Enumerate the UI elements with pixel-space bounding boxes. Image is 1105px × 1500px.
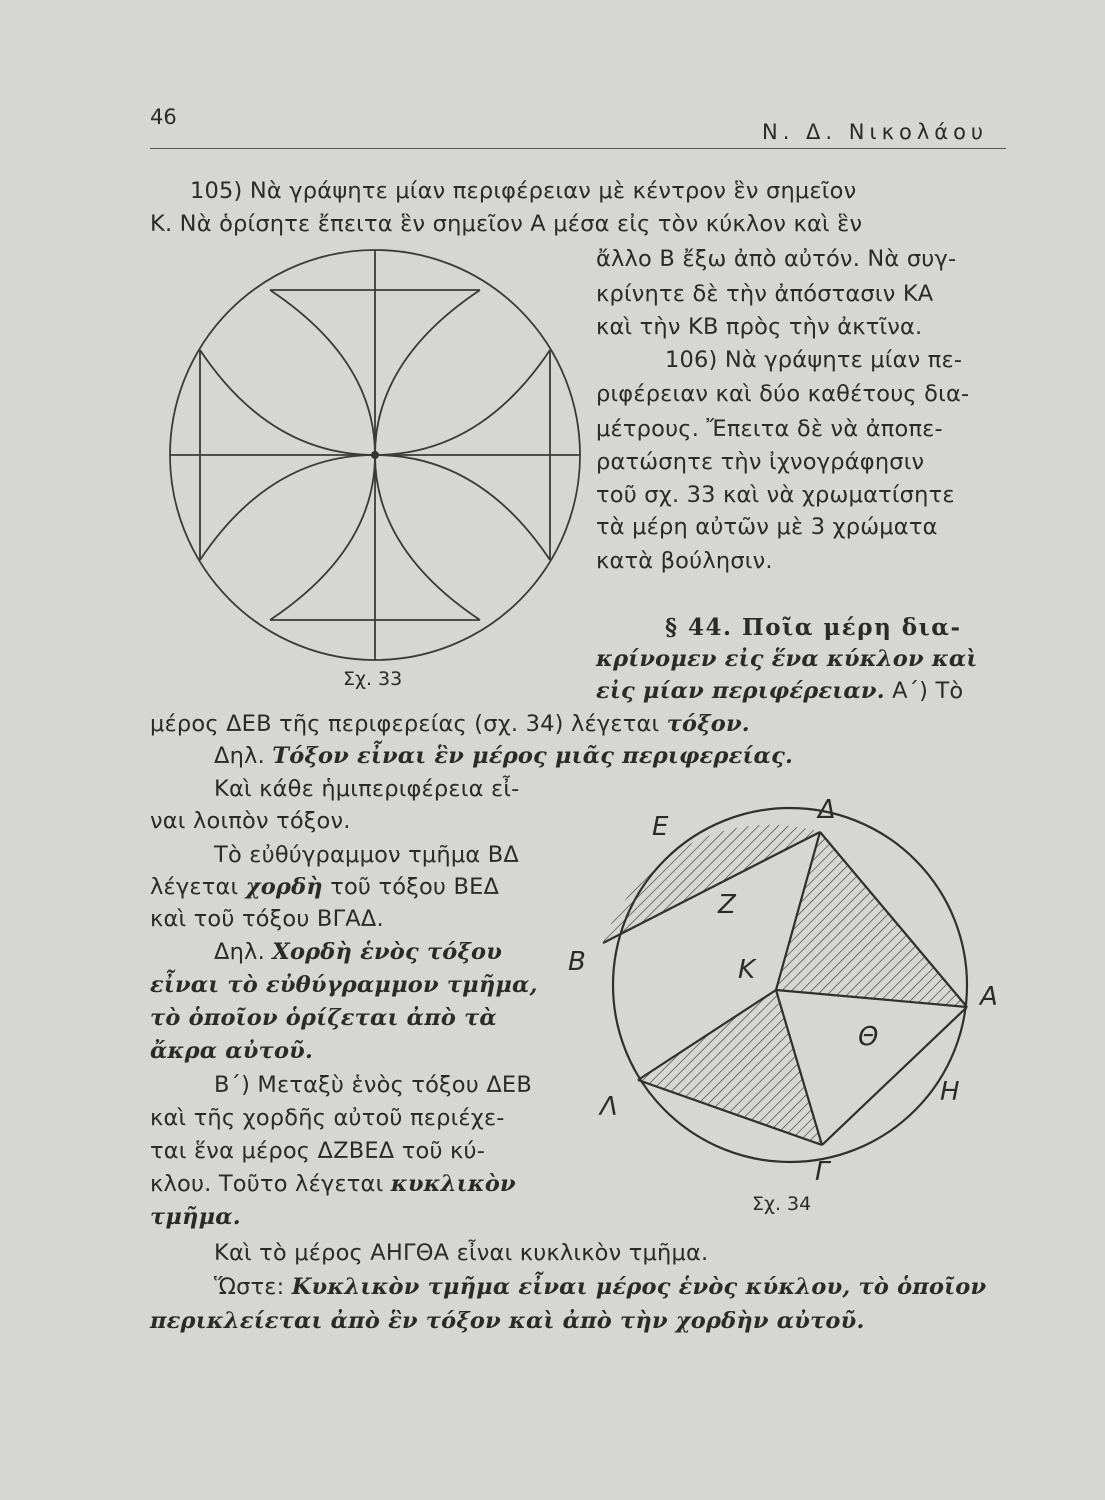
arc-definition-text: Τόξον εἶναι ἓν μέρος μιᾶς περιφερείας. (272, 743, 794, 769)
section44-line3 (596, 678, 963, 704)
figure-33 (165, 245, 585, 665)
closing-definition-1: Κυκλικὸν τμῆμα εἶναι μέρος ἑνὸς κύκλου, τὸ ὁποῖον (291, 1274, 987, 1300)
ex106-line2: ριφέρειαν καὶ δύο καθέτους δια- (596, 381, 970, 407)
fig34-triangle-LKG (638, 990, 822, 1145)
fig34-label-G: Γ (815, 1157, 830, 1187)
fig34-triangle-KDA (776, 832, 967, 1007)
chord-line2-b: τοῦ τόξου ΒΕΔ (330, 874, 500, 900)
fig34-label-H: Η (940, 1077, 960, 1107)
chord-def-text1: Χορδὴ ἑνὸς τόξου (272, 939, 503, 965)
term-circular-segment-1: κυκλικὸν (390, 1171, 516, 1197)
segment-line4-a: κλου. Τοῦτο λέγεται (150, 1171, 384, 1197)
ex105-line5: καὶ τὴν ΚΒ πρὸς τὴν ἀκτῖνα. (596, 314, 923, 340)
fig34-label-K: Κ (738, 955, 756, 985)
ex106-line5: τοῦ σχ. 33 καὶ νὰ χρωματίσητε (596, 482, 955, 508)
running-header-author: Ν. Δ. Νικολάου (762, 120, 989, 144)
section44-heading-line3: εἰς μίαν περιφέρειαν. (596, 678, 885, 704)
fig34-label-TH: Θ (858, 1022, 879, 1052)
fig34-label-B: Β (568, 947, 586, 977)
section44-line4 (150, 711, 750, 737)
chord-def-prefix: Δηλ. (214, 939, 265, 965)
ex105-line1: 105) Νὰ γράψητε μίαν περιφέρειαν μὲ κέντρον ἓν σημεῖον (190, 178, 857, 204)
chord-line2 (150, 874, 499, 900)
ex106-line1: 106) Νὰ γράψητε μίαν πε- (665, 347, 963, 373)
closing-definition-2: περικλείεται ἀπὸ ἓν τόξον καὶ ἀπὸ τὴν χορδὴν αὐτοῦ. (150, 1308, 865, 1334)
fig34-label-A: Α (980, 982, 998, 1012)
semicircle-line2: ναι λοιπὸν τόξον. (150, 808, 351, 834)
closing-line1: Καὶ τὸ μέρος ΑΗΓΘΑ εἶναι κυκλικὸν τμῆμα. (214, 1240, 709, 1266)
fig34-label-D: Δ (818, 795, 836, 825)
fig34-chord-AG (822, 1007, 967, 1145)
segment-line1: Β΄) Μεταξὺ ἑνὸς τόξου ΔΕΒ (214, 1072, 532, 1098)
fig33-arc-bottom-left (270, 455, 375, 620)
ex105-line3: ἄλλο Β ἔξω ἀπὸ αὐτόν. Νὰ συγ- (596, 246, 957, 272)
fig34-label-Z: Ζ (718, 890, 736, 920)
chord-def-line4: ἄκρα αὐτοῦ. (150, 1038, 314, 1064)
chord-def-line1 (214, 939, 502, 965)
fig33-center (371, 451, 379, 459)
arc-definition-prefix: Δηλ. (214, 743, 265, 769)
ex106-line3: μέτρους. Ἔπειτα δὲ νὰ ἀποπε- (596, 416, 943, 442)
ex106-line4: ρατώσητε τὴν ἰχνογράφησιν (596, 449, 925, 475)
ex106-line7: κατὰ βούλησιν. (596, 548, 773, 574)
term-chord: χορδὴ (245, 874, 323, 900)
ex106-line6: τὰ μέρη αὐτῶν μὲ 3 χρώματα (596, 514, 938, 540)
fig34-label-E: Ε (652, 812, 669, 842)
arc-definition (214, 743, 793, 769)
fig33-arc-bottom-right (375, 455, 480, 620)
section44-line3-rest: Α΄) Τὸ (892, 678, 964, 704)
semicircle-line1: Καὶ κάθε ἡμιπεριφέρεια εἶ- (214, 776, 520, 802)
segment-line3: ται ἕνα μέρος ΔΖΒΕΔ τοῦ κύ- (150, 1138, 486, 1164)
fig34-label-L: Λ (600, 1092, 618, 1122)
chord-def-line3: τὸ ὁποῖον ὁρίζεται ἀπὸ τὰ (150, 1005, 497, 1031)
section44-heading-line1: § 44. Ποῖα μέρη δια- (665, 614, 962, 641)
chord-line3: καὶ τοῦ τόξου ΒΓΑΔ. (150, 906, 384, 932)
term-circular-segment-2: τμῆμα. (150, 1204, 241, 1230)
ex105-line4: κρίνητε δὲ τὴν ἀπόστασιν ΚΑ (596, 281, 934, 307)
segment-line4 (150, 1171, 516, 1197)
fig34-caption: Σχ. 34 (752, 1193, 812, 1215)
segment-line2: καὶ τῆς χορδῆς αὐτοῦ περιέχε- (150, 1105, 505, 1131)
chord-def-line2: εἶναι τὸ εὐθύγραμμον τμῆμα, (150, 972, 538, 998)
chord-line2-a: λέγεται (150, 874, 239, 900)
header-rule (150, 148, 1006, 149)
chord-line1: Τὸ εὐθύγραμμον τμῆμα ΒΔ (214, 842, 520, 868)
page-number: 46 (150, 105, 177, 129)
term-arc: τόξον. (666, 711, 750, 737)
fig33-arc-top-left (270, 290, 375, 455)
closing-line2 (214, 1274, 986, 1300)
fig33-arc-top-right (375, 290, 480, 455)
ex105-line2: Κ. Νὰ ὁρίσητε ἔπειτα ἓν σημεῖον Α μέσα εἰς τὸν κύκλον καὶ ἓν (150, 211, 863, 237)
closing-therefore: Ὥστε: (214, 1274, 285, 1300)
section44-heading-line2: κρίνομεν εἰς ἕνα κύκλον καὶ (596, 646, 978, 672)
figure-34 (560, 780, 1000, 1187)
section44-line4-text: μέρος ΔΕΒ τῆς περιφερείας (σχ. 34) λέγεται (150, 711, 660, 737)
fig33-caption: Σχ. 33 (343, 668, 403, 690)
